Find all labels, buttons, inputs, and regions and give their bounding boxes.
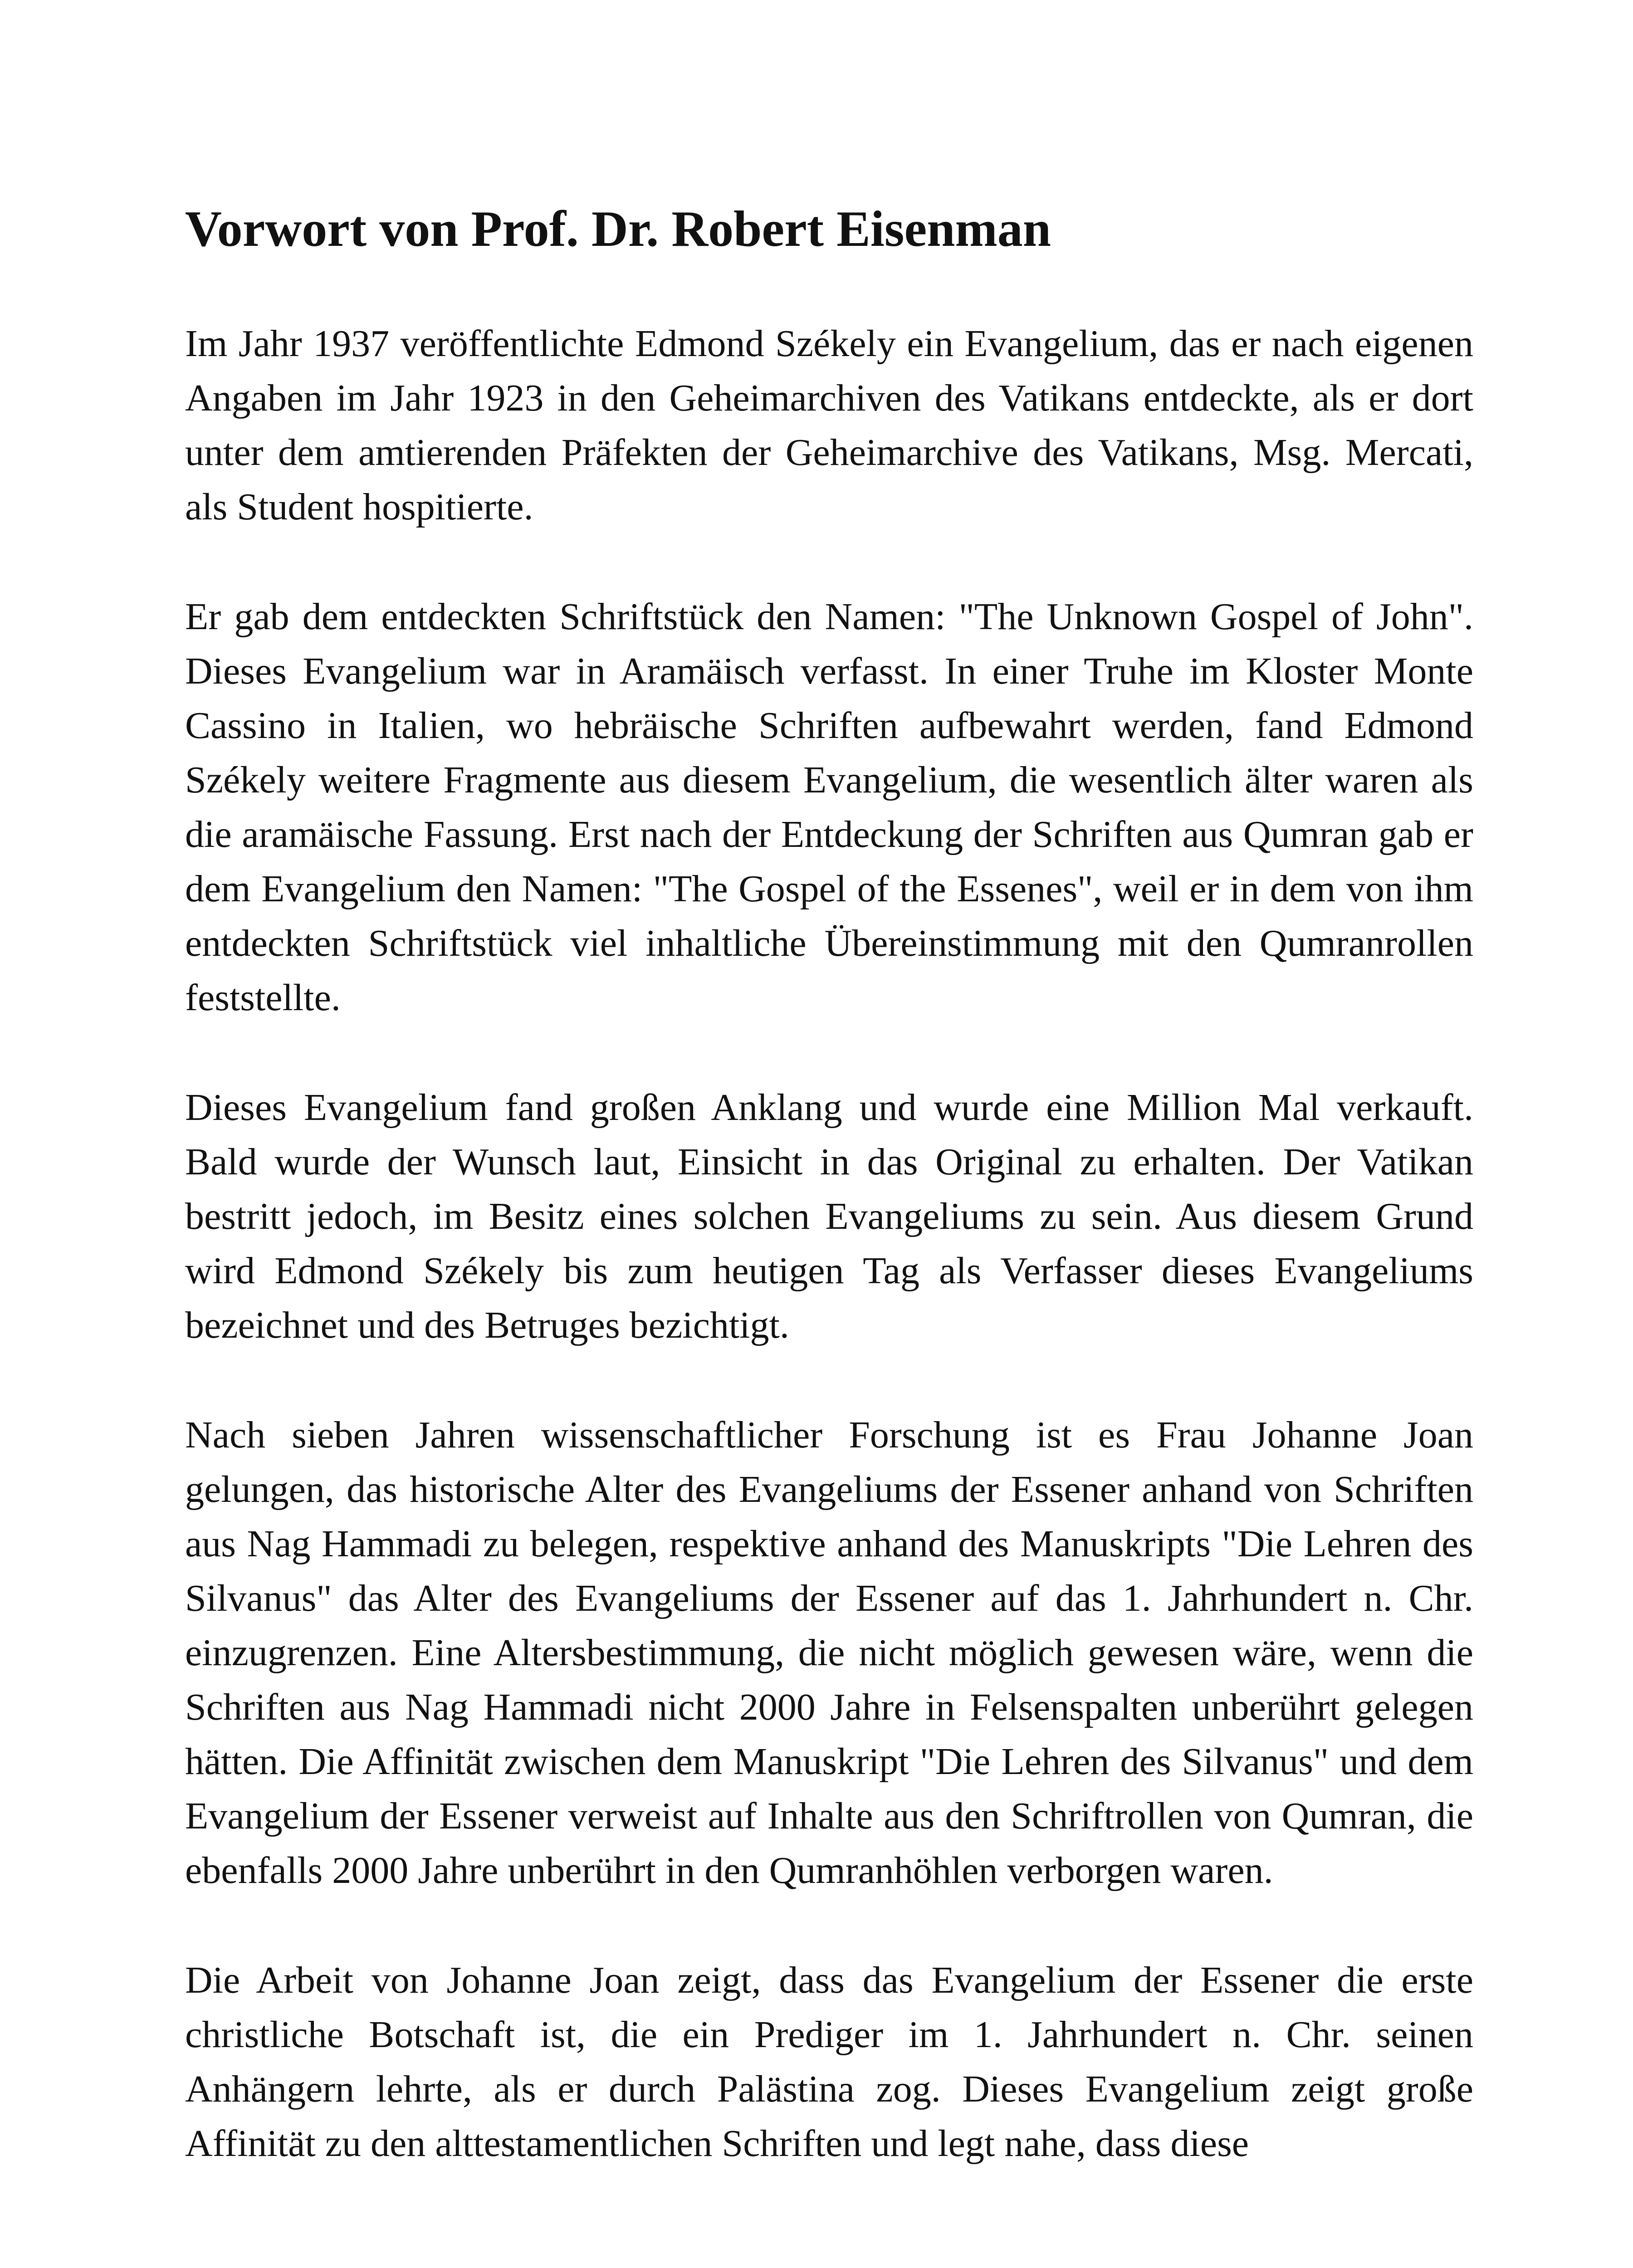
page-title: Vorwort von Prof. Dr. Robert Eisenman xyxy=(185,201,1051,257)
paragraph-2: Er gab dem entdeckten Schriftstück den Namen: "The Unknown Gospel of John". Dieses Evangelium war in Aramäisch verfasst. In einer Truhe im Kloster Monte Cassino in Italien, wo hebräische Schriften aufbewahrt werden, fand Edmond Székely weitere Fragmente aus diesem Evangelium, die wesentlich älter waren als die aramäische Fassung. Erst nach der Entdeckung der Schriften aus Qumran gab er dem Evangelium den Namen: "The Gospel of the Essenes", weil er in dem von ihm entdeckten Schriftstück viel inhaltliche Übereinstimmung mit den Qumranrollen feststellte. xyxy=(185,596,1473,1019)
document-body xyxy=(185,195,1473,2171)
paragraph-3: Dieses Evangelium fand großen Anklang und wurde eine Million Mal verkauft. Bald wurde der Wunsch laut, Einsicht in das Original zu erhalten. Der Vatikan bestritt jedoch, im Besitz eines solchen Evangeliums zu sein. Aus diesem Grund wird Edmond Székely bis zum heutigen Tag als Verfasser dieses Evangeliums bezeichnet und des Betruges bezichtigt. xyxy=(185,1086,1473,1346)
paragraph-5: Die Arbeit von Johanne Joan zeigt, dass das Evangelium der Essener die erste christliche Botschaft ist, die ein Prediger im 1. Jahrhundert n. Chr. seinen Anhängern lehrte, als er durch Palästina zog. Dieses Evangelium zeigt große Affinität zu den alttestamentlichen Schriften und legt nahe, dass diese xyxy=(185,1959,1473,2165)
paragraph-1: Im Jahr 1937 veröffentlichte Edmond Székely ein Evangelium, das er nach eigenen Angaben im Jahr 1923 in den Geheimarchiven des Vatikans entdeckte, als er dort unter dem amtierenden Präfekten der Geheimarchive des Vatikans, Msg. Mercati, als Student hospitierte. xyxy=(185,323,1473,528)
paragraph-4: Nach sieben Jahren wissenschaftlicher Forschung ist es Frau Johanne Joan gelungen, das historische Alter des Evangeliums der Essener anhand von Schriften aus Nag Hammadi zu belegen, respektive anhand des Manuskripts "Die Lehren des Silvanus" das Alter des Evangeliums der Essener auf das 1. Jahrhundert n. Chr. einzugrenzen. Eine Altersbestimmung, die nicht möglich gewesen wäre, wenn die Schriften aus Nag Hammadi nicht 2000 Jahre in Felsenspalten unberührt gelegen hätten. Die Affinität zwischen dem Manuskript "Die Lehren des Silvanus" und dem Evangelium der Essener verweist auf Inhalte aus den Schriftrollen von Qumran, die ebenfalls 2000 Jahre unberührt in den Qumranhöhlen verborgen waren. xyxy=(185,1414,1473,1892)
